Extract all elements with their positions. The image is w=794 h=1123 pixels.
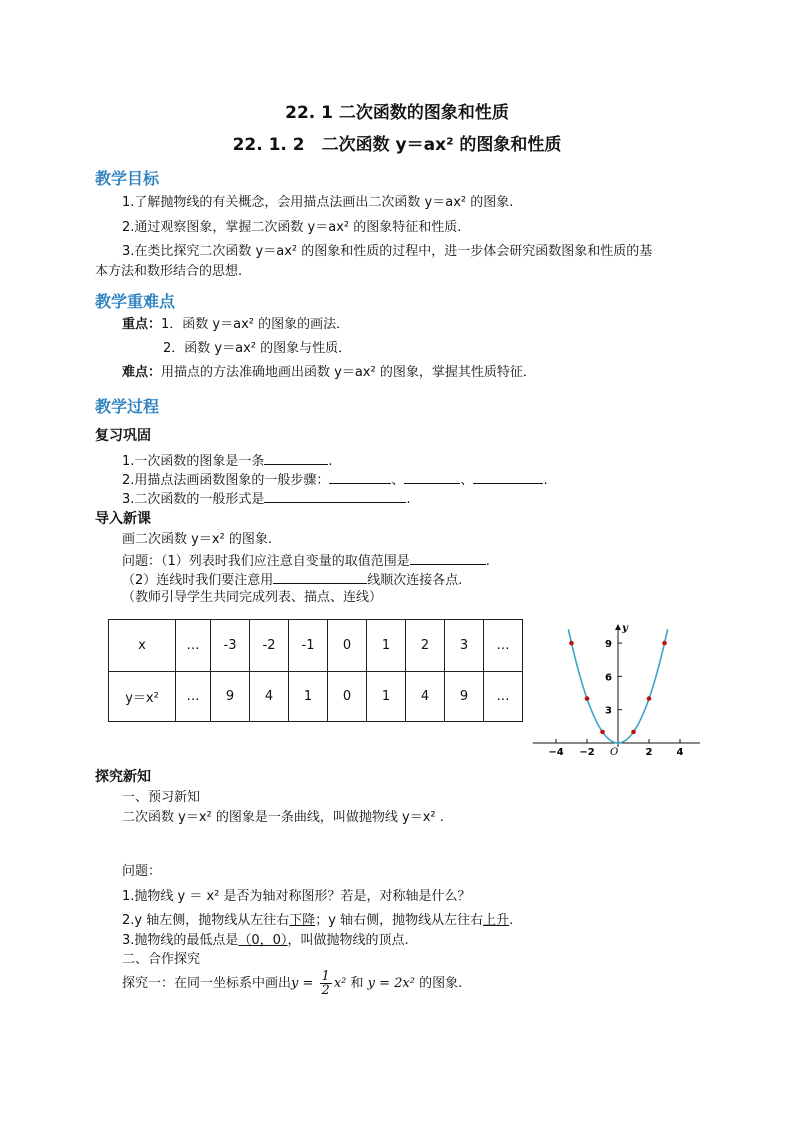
q2-text-c: ；y 轴右侧，抛物线从左往右 xyxy=(315,913,484,928)
review-q3-text: 3.二次函数的一般形式是 xyxy=(122,492,265,507)
review-q1 xyxy=(122,452,333,471)
table-cell: 9 xyxy=(211,672,250,722)
keypoints-heading: 教学重难点 xyxy=(95,292,176,311)
table-cell: -1 xyxy=(289,620,328,672)
blank-line[interactable] xyxy=(329,471,391,484)
conjunction: 和 xyxy=(346,976,368,991)
table-cell: … xyxy=(484,672,523,722)
process-heading: 教学过程 xyxy=(95,397,160,416)
math-x-squared: x² xyxy=(333,976,347,991)
difficulty xyxy=(122,364,536,382)
x-tick-label: 2 xyxy=(645,747,653,758)
table-row-label: x xyxy=(109,620,176,672)
table-row-label: y＝x² xyxy=(109,672,176,722)
task-1 xyxy=(122,970,462,997)
intro-line-3-text-a: （2）连线时我们要注意用 xyxy=(122,573,274,588)
key-label: 重点： xyxy=(122,317,162,332)
explore-q3 xyxy=(122,932,409,950)
fraction-one-half xyxy=(320,970,332,997)
data-point xyxy=(600,730,605,735)
coop-heading: 二、合作探究 xyxy=(122,952,201,967)
page-title: 22. 1 二次函数的图象和性质 xyxy=(285,103,509,123)
task-1-text: 探究一：在同一坐标系中画出 xyxy=(122,976,292,991)
goals-heading: 教学目标 xyxy=(95,169,160,188)
table-cell: … xyxy=(484,620,523,672)
table-cell: 2 xyxy=(406,620,445,672)
intro-line-4: （教师引导学生共同完成列表、描点、连线） xyxy=(122,590,383,605)
explore-q1: 1.抛物线 y ＝ x² 是否为轴对称图形？若是，对称轴是什么？ xyxy=(122,889,471,904)
data-point xyxy=(569,641,574,646)
period: . xyxy=(328,454,333,469)
x-tick-label: −2 xyxy=(579,747,595,758)
preview-paragraph: 二次函数 y＝x² 的图象是一条曲线，叫做抛物线 y＝x² . xyxy=(122,810,444,825)
x-tick-label: −4 xyxy=(548,747,564,758)
math-y: y xyxy=(291,976,299,991)
y-axis-label: y xyxy=(622,623,628,634)
difficulty-label: 难点： xyxy=(122,365,162,380)
x-tick-label: 4 xyxy=(676,747,684,758)
y-axis-arrow xyxy=(615,624,621,630)
origin-label: O xyxy=(610,747,619,758)
goal-item-3: 3.在类比探究二次函数 y＝ax² 的图象和性质的过程中，进一步体会研究函数图象和性质的基 xyxy=(122,244,653,259)
period: . xyxy=(485,554,490,569)
difficulty-text: 用描点的方法准确地画出函数 y＝ax² 的图象，掌握其性质特征． xyxy=(161,365,536,380)
answer-decrease: 下降 xyxy=(289,913,316,928)
math-y-2x2: y = 2x² xyxy=(367,976,415,991)
review-q2 xyxy=(122,471,548,490)
table-cell: 9 xyxy=(445,672,484,722)
blank-line[interactable] xyxy=(273,571,367,584)
data-point xyxy=(662,641,667,646)
review-q1-text: 1.一次函数的图象是一条 xyxy=(122,454,265,469)
table-cell: 1 xyxy=(367,620,406,672)
goal-item-3-cont: 本方法和数形结合的思想. xyxy=(95,264,243,279)
table-cell: 1 xyxy=(367,672,406,722)
table-cell: 4 xyxy=(406,672,445,722)
table-cell: … xyxy=(176,672,211,722)
table-row-y xyxy=(109,672,523,722)
answer-vertex: （0，0） xyxy=(238,933,288,948)
math-equals: = xyxy=(298,976,318,991)
fraction-numerator: 1 xyxy=(321,969,330,984)
intro-line-2 xyxy=(122,552,490,571)
goal-item-2: 2.通过观察图象，掌握二次函数 y＝ax² 的图象特征和性质. xyxy=(122,220,462,235)
table-cell: 0 xyxy=(328,672,367,722)
blank-line[interactable] xyxy=(410,552,486,565)
period: . xyxy=(543,473,548,488)
review-q2-text: 2.用描点法画函数图象的一般步骤： xyxy=(122,473,330,488)
q3-text-c: ，叫做抛物线的顶点. xyxy=(287,933,409,948)
blank-line[interactable] xyxy=(264,452,328,465)
review-heading: 复习巩固 xyxy=(95,428,151,444)
parabola-chart xyxy=(530,605,700,770)
table-cell: 3 xyxy=(445,620,484,672)
period: . xyxy=(406,492,411,507)
blank-line[interactable] xyxy=(473,471,543,484)
table-row-x xyxy=(109,620,523,672)
data-point xyxy=(585,696,590,701)
questions-label: 问题： xyxy=(122,864,162,879)
intro-line-3 xyxy=(122,571,462,590)
intro-line-2-text: 问题：（1）列表时我们应注意自变量的取值范围是 xyxy=(122,554,410,569)
explore-q2 xyxy=(122,912,513,930)
table-cell: … xyxy=(176,620,211,672)
y-tick-label: 9 xyxy=(605,639,612,651)
table-cell: 4 xyxy=(250,672,289,722)
intro-line-1: 画二次函数 y＝x² 的图象. xyxy=(122,532,272,547)
blank-line[interactable] xyxy=(404,471,460,484)
separator: 、 xyxy=(391,473,405,488)
q3-text-a: 3.抛物线的最低点是 xyxy=(122,933,239,948)
table-cell: -3 xyxy=(211,620,250,672)
q2-text-a: 2.y 轴左侧，抛物线从左往右 xyxy=(122,913,290,928)
value-table xyxy=(108,619,523,722)
table-cell: 1 xyxy=(289,672,328,722)
y-tick-label: 3 xyxy=(605,705,612,717)
explore-heading: 探究新知 xyxy=(95,769,151,785)
data-point xyxy=(647,696,652,701)
intro-line-3-text-b: 线顺次连接各点. xyxy=(367,573,463,588)
fraction-denominator: 2 xyxy=(321,983,330,998)
period: . xyxy=(509,913,514,928)
answer-increase: 上升 xyxy=(483,913,510,928)
separator: 、 xyxy=(460,473,474,488)
key-point-2: 2．函数 y＝ax² 的图象与性质． xyxy=(163,341,352,356)
table-cell: -2 xyxy=(250,620,289,672)
page-subtitle: 22. 1. 2 二次函数 y＝ax² 的图象和性质 xyxy=(232,135,562,155)
y-tick-label: 6 xyxy=(605,672,612,684)
key-point-1 xyxy=(122,316,349,334)
table-cell: 0 xyxy=(328,620,367,672)
preview-heading: 一、预习新知 xyxy=(122,790,201,805)
blank-line[interactable] xyxy=(264,490,406,503)
intro-heading: 导入新课 xyxy=(95,511,151,527)
task-1-end: 的图象. xyxy=(414,976,463,991)
data-point xyxy=(631,730,636,735)
goal-item-1: 1.了解抛物线的有关概念，会用描点法画出二次函数 y＝ax² 的图象. xyxy=(122,195,514,210)
key-text-1: 1．函数 y＝ax² 的图象的画法． xyxy=(161,317,350,332)
review-q3 xyxy=(122,490,411,509)
